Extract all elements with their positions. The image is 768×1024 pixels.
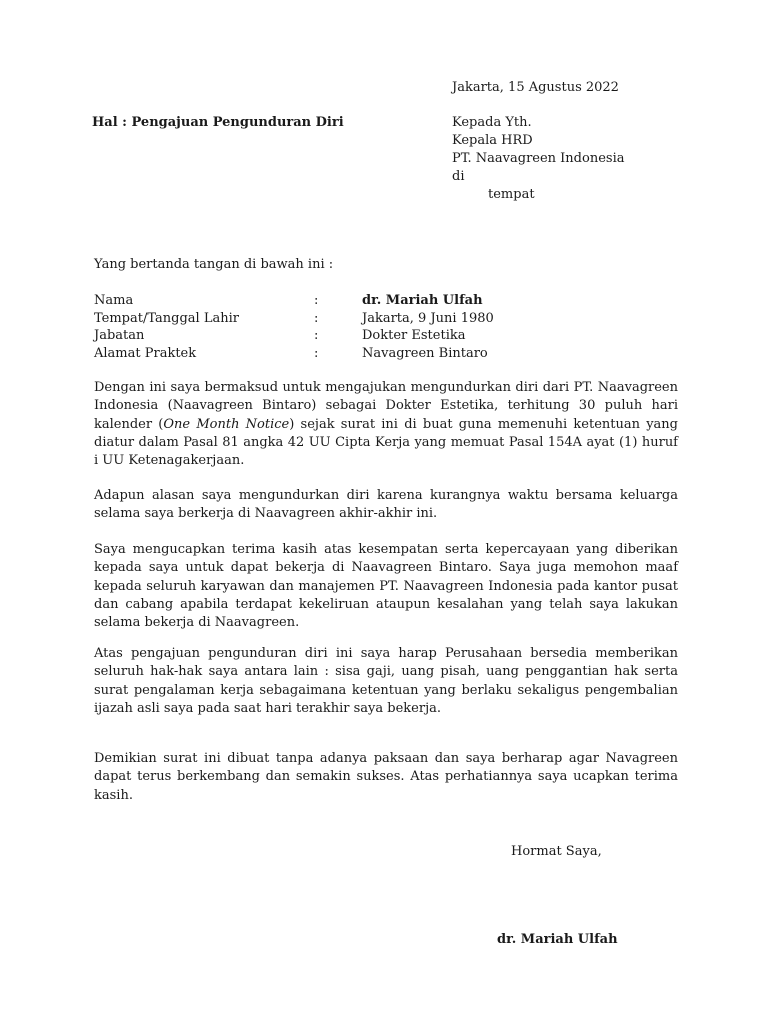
paragraph-text: Demikian surat ini dibuat tanpa adanya paksaan dan saya berharap agar Navagreen dapat terus berkembang dan semakin sukses. Atas perhatiannya saya ucapkan terima kasih. (94, 751, 678, 803)
recipient-line: tempat (488, 187, 535, 202)
intro-text: Yang bertanda tangan di bawah ini : (94, 257, 334, 272)
identity-value: Dokter Estetika (362, 328, 466, 343)
paragraph-text: Adapun alasan saya mengundurkan diri karena kurangnya waktu bersama keluarga selama saya berkerja di Naavagreen akhir-akhir ini. (94, 488, 678, 522)
identity-value: Navagreen Bintaro (362, 346, 488, 361)
identity-row (94, 345, 694, 362)
recipient-line: Kepada Yth. (452, 115, 532, 130)
recipient-line: PT. Naavagreen Indonesia (452, 151, 625, 166)
identity-row (94, 327, 694, 344)
identity-separator: : (314, 311, 319, 326)
identity-separator: : (314, 328, 319, 343)
place-date: Jakarta, 15 Agustus 2022 (452, 80, 619, 95)
identity-label: Nama (94, 293, 134, 308)
paragraph-text: Dengan ini saya bermaksud untuk mengajukan mengundurkan diri dari PT. Naavagreen Indonesia (Naavagreen Bintaro) sebagai Dokter Estetika, terhitung 30 puluh hari kalender ( (94, 380, 678, 432)
signer-name: dr. Mariah Ulfah (497, 932, 618, 947)
paragraph-1 (94, 379, 678, 470)
identity-label: Tempat/Tanggal Lahir (94, 311, 239, 326)
paragraph-text: ) sejak surat ini di buat guna memenuhi ketentuan yang diatur dalam Pasal 81 angka 42 UU Cipta Kerja yang memuat Pasal 154A ayat (1) huruf i UU Ketenagakerjaan. (94, 416, 678, 469)
paragraph-4 (94, 645, 678, 718)
paragraph-5 (94, 750, 678, 805)
identity-row (94, 292, 694, 309)
paragraph-text: Atas pengajuan pengunduran diri ini saya harap Perusahaan bersedia memberikan seluruh hak-hak saya antara lain : sisa gaji, uang pisah, uang penggantian hak serta surat pengalaman kerja sebagaimana ketentuan yang berlaku sekaligus pengembalian ijazah asli saya pada saat hari terakhir saya bekerja. (94, 646, 678, 716)
paragraph-2 (94, 487, 678, 524)
identity-row (94, 310, 694, 327)
identity-value: dr. Mariah Ulfah (362, 293, 483, 308)
subject-line: Hal : Pengajuan Pengunduran Diri (92, 115, 344, 130)
paragraph-3 (94, 541, 678, 632)
identity-label: Jabatan (94, 328, 145, 343)
recipient-line: di (452, 169, 465, 184)
italic-term: One Month Notice (163, 416, 290, 432)
identity-label: Alamat Praktek (94, 346, 197, 361)
identity-separator: : (314, 346, 319, 361)
identity-separator: : (314, 293, 319, 308)
paragraph-text: Saya mengucapkan terima kasih atas kesempatan serta kepercayaan yang diberikan kepada saya untuk dapat bekerja di Naavagreen Bintaro. Saya juga memohon maaf kepada seluruh karyawan dan manajemen PT. Naavagreen Indonesia pada kantor pusat dan cabang apabila terdapat kekeliruan ataupun kesalahan yang telah saya lakukan selama bekerja di Naavagreen. (94, 542, 678, 631)
closing-salutation: Hormat Saya, (511, 844, 602, 859)
identity-value: Jakarta, 9 Juni 1980 (362, 311, 494, 326)
recipient-line: Kepala HRD (452, 133, 533, 148)
